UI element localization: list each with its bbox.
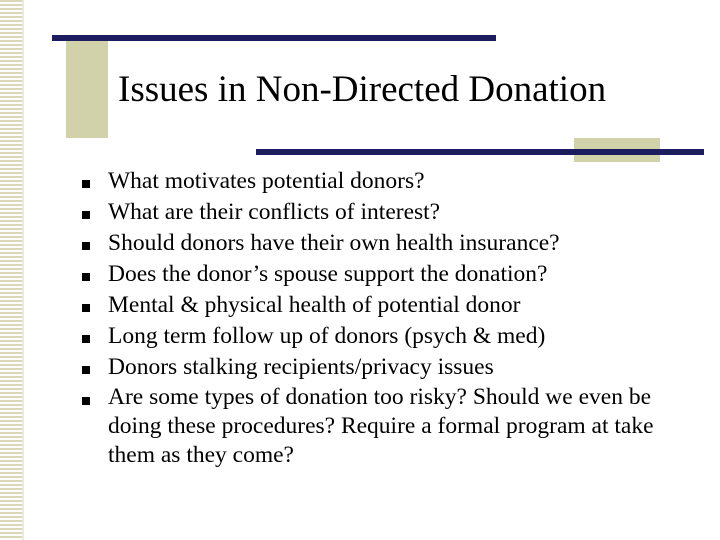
bullet-text: Donors stalking recipients/privacy issues <box>108 354 494 380</box>
title-accent-bar-bottom <box>256 149 704 155</box>
slide-title: Issues in Non-Directed Donation <box>118 69 607 110</box>
bullet-item <box>82 197 702 228</box>
bullet-text: Should donors have their own health insurance? <box>108 230 560 256</box>
bullet-item <box>82 166 702 197</box>
bullet-item <box>82 352 702 383</box>
bullet-text: What motivates potential donors? <box>108 168 425 194</box>
bullet-item <box>82 290 702 321</box>
bullet-list <box>82 166 702 470</box>
bullet-text: Are some types of donation too risky? Should we even be doing these procedures? Require a formal program at take them as they come? <box>108 384 654 468</box>
square-bullet-icon <box>82 335 90 343</box>
striped-side-band <box>0 0 22 540</box>
square-bullet-icon <box>82 242 90 250</box>
square-bullet-icon <box>82 397 90 405</box>
square-bullet-icon <box>82 304 90 312</box>
side-band-edge <box>22 0 24 540</box>
bullet-text: Does the donor’s spouse support the donation? <box>108 261 548 287</box>
bullet-text: Mental & physical health of potential donor <box>108 292 521 318</box>
square-bullet-icon <box>82 211 90 219</box>
title-accent-bar-top <box>52 35 496 41</box>
bullet-item <box>82 259 702 290</box>
title-accent-block-left <box>66 38 108 138</box>
bullet-text: What are their conflicts of interest? <box>108 199 441 225</box>
square-bullet-icon <box>82 366 90 374</box>
bullet-item <box>82 228 702 259</box>
square-bullet-icon <box>82 273 90 281</box>
bullet-item <box>82 321 702 352</box>
bullet-text: Long term follow up of donors (psych & med) <box>108 323 546 349</box>
bullet-item <box>82 383 702 470</box>
square-bullet-icon <box>82 180 90 188</box>
